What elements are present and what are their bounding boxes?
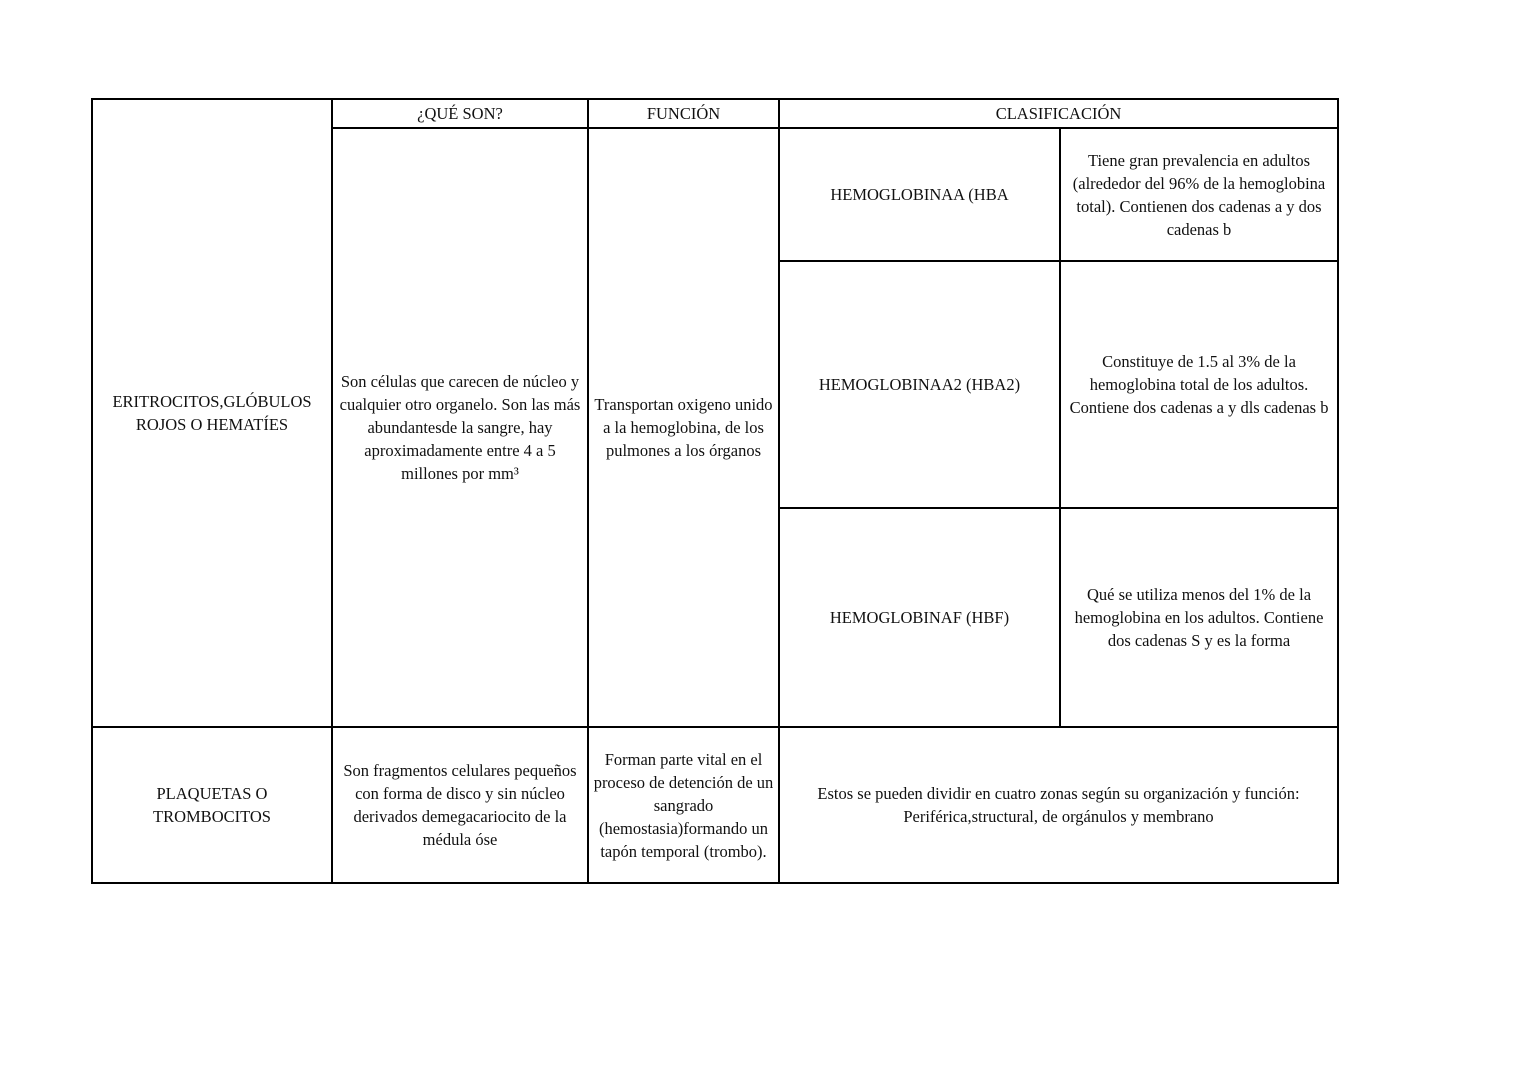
header-funcion: FUNCIÓN	[588, 99, 779, 128]
clasificacion-desc-hba: Tiene gran prevalencia en adultos (alrededor del 96% de la hemoglobina total). Contienen dos cadenas a y dos cadenas b	[1060, 128, 1338, 261]
eritrocitos-funcion: Transportan oxigeno unido a la hemoglobina, de los pulmones a los órganos	[588, 128, 779, 727]
header-que-son: ¿QUÉ SON?	[332, 99, 588, 128]
plaquetas-clasificacion: Estos se pueden dividir en cuatro zonas según su organización y función: Periférica,structural, de orgánulos y membrano	[779, 727, 1338, 883]
plaquetas-que-son: Son fragmentos celulares pequeños con forma de disco y sin núcleo derivados demegacariocito de la médula óse	[332, 727, 588, 883]
clasificacion-type-hbf: HEMOGLOBINAF (HBF)	[779, 508, 1060, 727]
eritrocitos-name: ERITROCITOS,GLÓBULOS ROJOS O HEMATÍES	[112, 392, 312, 434]
eritrocitos-name-cell	[92, 99, 332, 727]
plaquetas-name: PLAQUETAS O TROMBOCITOS	[92, 727, 332, 883]
plaquetas-funcion: Forman parte vital en el proceso de detención de un sangrado (hemostasia)formando un tapón temporal (trombo).	[588, 727, 779, 883]
blood-cells-table	[91, 98, 1339, 884]
clasificacion-type-hba2: HEMOGLOBINAA2 (HBA2)	[779, 261, 1060, 508]
clasificacion-type-hba: HEMOGLOBINAA (HBA	[779, 128, 1060, 261]
eritrocitos-que-son: Son células que carecen de núcleo y cualquier otro organelo. Son las más abundantesde la sangre, hay aproximadamente entre 4 a 5 millones por mm³	[332, 128, 588, 727]
clasificacion-desc-hbf: Qué se utiliza menos del 1% de la hemoglobina en los adultos. Contiene dos cadenas S y es la forma	[1060, 508, 1338, 727]
header-clasificacion: CLASIFICACIÓN	[779, 99, 1338, 128]
clasificacion-desc-hba2: Constituye de 1.5 al 3% de la hemoglobina total de los adultos. Contiene dos cadenas a y dls cadenas b	[1060, 261, 1338, 508]
